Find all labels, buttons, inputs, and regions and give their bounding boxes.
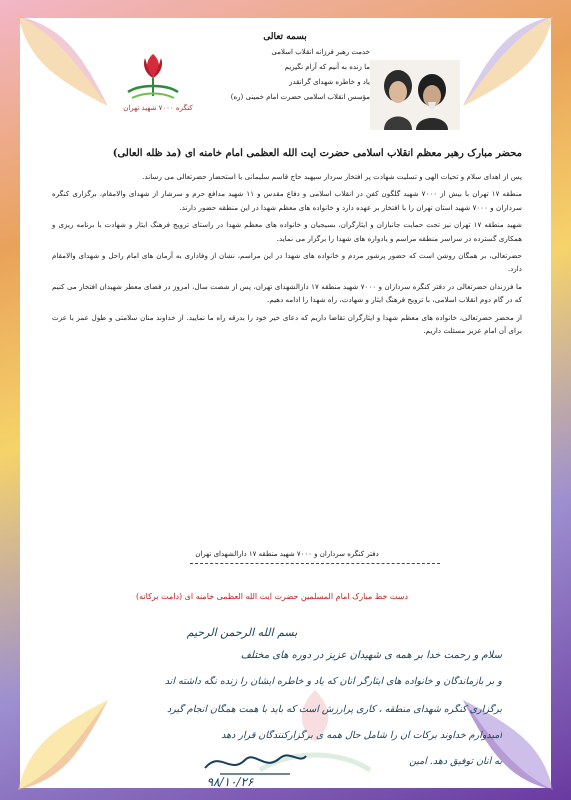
header-line: ما زنده به آنیم که آرام نگیریم: [284, 63, 370, 71]
divider: [190, 563, 440, 564]
handwritten-line: به آنان توفیق دهد. آمین: [409, 756, 502, 767]
paragraph: پس از اهدای سلام و تحیات الهی و تسلیت شهادت پر افتخار سردار سپهبد حاج قاسم سلیمانی با استحضار حضرتعالی می رساند.: [142, 172, 522, 181]
handwritten-line: امیدوارم خداوند برکات آن را شامل حال همه ی برگزارکنندگان قرار دهد: [221, 730, 502, 741]
header-block: [200, 30, 370, 105]
handwritten-date: ۹۸/۱۰/۲۶: [206, 775, 254, 789]
header-invocation: بسمه تعالی: [263, 32, 307, 42]
handwritten-line: سلام و رحمت خدا بر همه ی شهیدان عزیز در دوره های مختلف: [240, 650, 502, 661]
logo: [108, 48, 193, 120]
header-line: یاد و خاطره شهدای گرانقدر: [289, 78, 370, 86]
paragraph: از محضر حضرتعالی، خانواده های معظم شهدا و ایثارگران تقاضا داریم که دعای خیر خود را بدرقه راه ما نمایید. از خداوند منان سلامتی و طول عمر با عزت برای آن امام عزیز مسئلت داریم.: [52, 312, 522, 336]
logo-subtitle: کنگره ۷۰۰۰ شهید تهران: [123, 104, 193, 112]
paragraph: ما فرزندان حضرتعالی در دفتر کنگره سرداران و ۷۰۰۰ شهید منطقه ۱۷ دارالشهدای تهران، پس از شصت سال، امروز در فضای معطر شهیدان افتخار می کنیم که در گام دوم انقلاب اسلامی، با ترویج فرهنگ ایثار و شهادت، راه شهدا را ادامه دهیم.: [52, 281, 522, 305]
tulip-logo-icon: [118, 48, 188, 104]
document-content: [30, 20, 542, 789]
header-line: خدمت رهبر فرزانه انقلاب اسلامی: [271, 48, 370, 56]
paragraph: منطقه ۱۷ تهران با بیش از ۷۰۰۰ شهید گلگون کفن در انقلاب اسلامی و دفاع مقدس و ۱۱ شهید مدافع حرم و سرشار از شهدای والامقام، برگزاری کنگره سرداران و ۷۰۰۰ شهید استان تهران را با افتخار بر عهده دارد و خانواده های معظم شهدا در این منطقه حضور دارند.: [52, 189, 522, 212]
handwritten-line: و بر بازماندگان و خانواده های ایثارگر آنان که یاد و خاطره ایشان را زنده نگه داشته اند: [164, 676, 502, 687]
header-line: مؤسس انقلاب اسلامی حضرت امام خمینی (ره): [230, 93, 370, 101]
salutation: محضر مبارک رهبر معظم انقلاب اسلامی حضرت آیت الله العظمی امام خامنه ای (مد ظله العالی): [112, 148, 522, 159]
handwritten-line: برگزاری کنگره شهدای منطقه ، کاری پرارزش است که باید با همت همگان انجام گیرد: [166, 704, 502, 715]
signature-image: [200, 740, 310, 780]
portraits-image: [370, 60, 460, 130]
handwriting-caption: دست خط مبارک امام المسلمین حضرت آیت الله العظمی خامنه ای (دامت برکاته): [136, 592, 408, 601]
paragraph: حضرتعالی، بر همگان روشن است که حضور پرشور مردم و خانواده های شهدا در این مراسم، نشان از وفاداری به آرمان های امام راحل و شهدای والامقام دارد.: [52, 251, 522, 274]
paragraph: شهید منطقه ۱۷ تهران نیز تحت حمایت جانبازان و ایثارگران، بسیجیان و خانواده های معظم شهدا در راستای ترویج فرهنگ ایثار و شهادت با برنامه ریزی و همکاری گسترده در سراسر منطقه مراسم و یادواره های شهدا را برگزار می نماید.: [52, 220, 522, 243]
handwritten-basmala: بسم الله الرحمن الرحیم: [186, 626, 298, 639]
letter-body: [52, 170, 522, 341]
sender-note: دفتر کنگره سرداران و ۷۰۰۰ شهید منطقه ۱۷ دارالشهدای تهران: [195, 550, 379, 558]
